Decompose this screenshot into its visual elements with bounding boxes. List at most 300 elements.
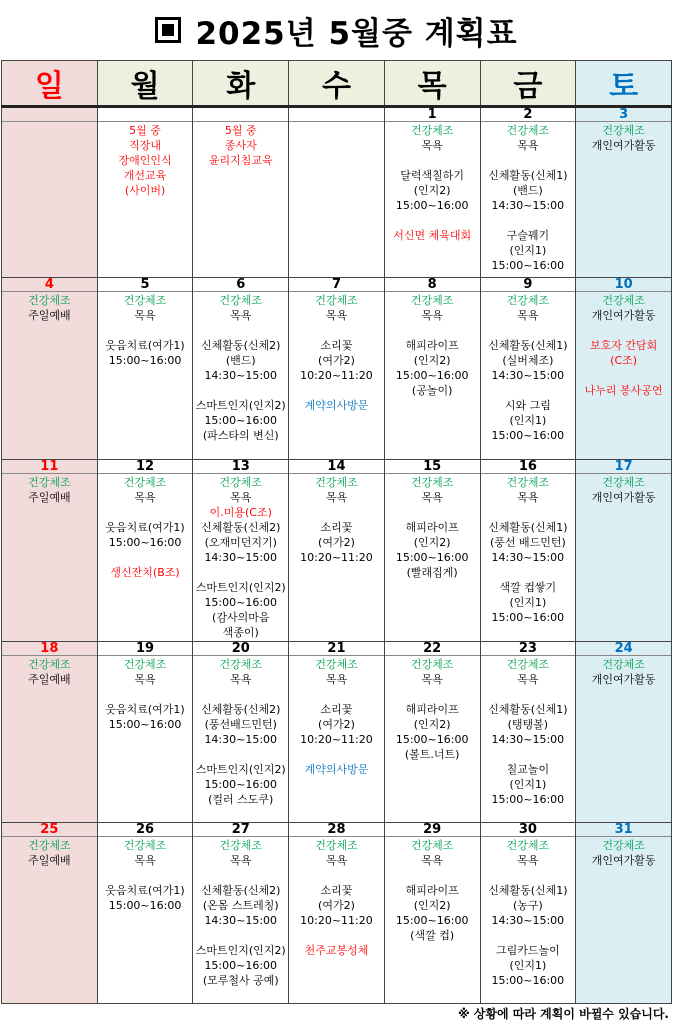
schedule-item: 해피라이프 (405, 520, 459, 534)
schedule-item: 소리꽃 (320, 339, 353, 353)
schedule-item: 10:20~11:20 (300, 550, 373, 564)
schedule-item (289, 747, 384, 762)
weekday-wednesday: 수 (289, 61, 385, 107)
schedule-item (385, 213, 480, 228)
day-number: 11 (2, 460, 97, 474)
day-cell (289, 107, 385, 278)
schedule-item: 15:00~16:00 (491, 429, 565, 443)
schedule-item: (풍선배드민턴) (204, 717, 277, 731)
day-cell (289, 278, 385, 459)
schedule-item: (농구) (512, 898, 543, 912)
schedule-item: 14:30~15:00 (204, 369, 278, 383)
schedule-item: 건강체조 (28, 294, 71, 308)
schedule-item: 윤리지침교육 (208, 154, 273, 168)
day-number: 9 (481, 278, 576, 292)
schedule-item: 건강체조 (506, 657, 550, 671)
schedule-list (2, 122, 97, 123)
schedule-item: 이.미용(C조) (209, 505, 272, 519)
schedule-item: 건강체조 (410, 657, 454, 671)
schedule-list (481, 474, 576, 625)
day-number (289, 108, 384, 122)
schedule-item: (빨래집게) (406, 565, 458, 579)
day-cell (384, 641, 480, 822)
day-number: 30 (481, 823, 576, 837)
schedule-item: 건강체조 (315, 657, 358, 671)
day-cell (576, 641, 672, 822)
schedule-item: 나누리 봉사공연 (584, 384, 663, 398)
schedule-item: 15:00~16:00 (491, 973, 565, 987)
day-number (98, 108, 193, 122)
schedule-item: 목욕 (230, 853, 252, 867)
schedule-item: 건강체조 (123, 294, 167, 308)
schedule-item: 개선교육 (123, 169, 167, 183)
schedule-item: (여가2) (318, 535, 355, 549)
schedule-item: 목욕 (421, 309, 443, 323)
schedule-item: 건강체조 (315, 294, 358, 308)
schedule-item: 주일예배 (28, 490, 71, 504)
day-number: 29 (385, 823, 480, 837)
schedule-list (481, 292, 576, 443)
schedule-item: (여가2) (318, 717, 355, 731)
schedule-item: (인지2) (413, 898, 451, 912)
schedule-item: (인지2) (413, 354, 451, 368)
weekday-friday: 금 (480, 61, 576, 107)
schedule-item: 목욕 (421, 853, 443, 867)
schedule-item (98, 868, 193, 883)
schedule-item: 15:00~16:00 (108, 717, 182, 731)
schedule-item: 15:00~16:00 (491, 259, 565, 273)
schedule-item: (온몸 스트레칭) (202, 898, 279, 912)
schedule-item: 신체활동(신체2) (201, 520, 281, 534)
day-cell (480, 459, 576, 641)
schedule-item: 신체활동(신체1) (488, 169, 568, 183)
schedule-list (289, 656, 384, 777)
schedule-item (289, 687, 384, 702)
schedule-item: 개인여가활동 (591, 139, 656, 153)
schedule-item: (여가2) (318, 354, 355, 368)
day-number: 22 (385, 642, 480, 656)
day-number: 5 (98, 278, 193, 292)
schedule-item: 15:00~16:00 (395, 913, 469, 927)
schedule-item: 건강체조 (506, 838, 550, 852)
day-number: 17 (576, 460, 671, 474)
day-number: 27 (193, 823, 288, 837)
week-row (2, 278, 672, 459)
schedule-item: (C조) (610, 354, 638, 368)
schedule-item: 직장내 (129, 139, 161, 153)
schedule-item: 목욕 (230, 672, 252, 686)
schedule-item: 15:00~16:00 (108, 898, 182, 912)
title-text: 2025년 5월중 계획표 (195, 15, 518, 52)
schedule-item: (인지2) (413, 717, 451, 731)
schedule-item (481, 505, 576, 520)
schedule-item: 14:30~15:00 (491, 732, 565, 746)
schedule-item: 15:00~16:00 (204, 777, 278, 791)
schedule-item (385, 868, 480, 883)
square-bullet-icon (155, 17, 181, 43)
day-cell (576, 278, 672, 459)
schedule-item: 목욕 (421, 672, 443, 686)
weekday-sunday: 일 (2, 61, 98, 107)
schedule-item: 15:00~16:00 (491, 610, 565, 624)
schedule-item (193, 687, 288, 702)
schedule-item: 구슬꿰기 (506, 229, 550, 243)
week-row (2, 641, 672, 822)
schedule-list (576, 122, 671, 153)
day-number: 25 (2, 823, 97, 837)
schedule-list (385, 656, 480, 762)
schedule-item: 목욕 (325, 853, 348, 867)
day-number: 13 (193, 460, 288, 474)
day-cell (384, 822, 480, 1003)
schedule-item (98, 687, 193, 702)
schedule-item: 목욕 (517, 309, 539, 323)
schedule-item: 목욕 (134, 853, 156, 867)
schedule-item: 시와 그림 (504, 399, 551, 413)
schedule-item: 건강체조 (506, 294, 550, 308)
schedule-item: 건강체조 (219, 475, 263, 489)
schedule-item: 계약의사방문 (304, 762, 369, 776)
day-cell (480, 822, 576, 1003)
schedule-item: 15:00~16:00 (395, 369, 469, 383)
schedule-list (481, 656, 576, 807)
schedule-item (289, 868, 384, 883)
schedule-item: 신체활동(신체1) (488, 339, 568, 353)
schedule-item (481, 383, 576, 398)
schedule-item (385, 153, 480, 168)
day-cell (384, 107, 480, 278)
schedule-item: 건강체조 (123, 475, 167, 489)
day-cell (384, 459, 480, 641)
schedule-list (576, 837, 671, 868)
weekday-saturday: 토 (576, 61, 672, 107)
week-row (2, 459, 672, 641)
schedule-list (481, 122, 576, 273)
calendar-table (1, 60, 672, 1004)
schedule-item: (오재미던지기) (204, 535, 277, 549)
schedule-item: 건강체조 (506, 124, 550, 138)
day-cell (97, 459, 193, 641)
schedule-item: 15:00~16:00 (395, 550, 469, 564)
schedule-item: 5월 중 (224, 124, 257, 138)
schedule-item: (색깔 컵) (410, 928, 455, 942)
day-cell (193, 459, 289, 641)
schedule-list (98, 656, 193, 732)
schedule-item: 건강체조 (410, 475, 454, 489)
schedule-item (481, 747, 576, 762)
schedule-item: 웃음치료(여가1) (105, 702, 185, 716)
schedule-item: 스마트인지(인지2) (195, 943, 286, 957)
schedule-item: 건강체조 (219, 657, 263, 671)
schedule-item: (인지2) (413, 535, 451, 549)
schedule-item: 14:30~15:00 (204, 913, 278, 927)
schedule-item: 건강체조 (602, 475, 645, 489)
schedule-item (385, 323, 480, 338)
schedule-list (98, 837, 193, 913)
schedule-item (193, 868, 288, 883)
day-cell (2, 641, 98, 822)
weekday-monday: 월 (97, 61, 193, 107)
schedule-list (385, 837, 480, 943)
schedule-list (193, 656, 288, 807)
day-cell (576, 459, 672, 641)
schedule-item: 건강체조 (123, 838, 167, 852)
schedule-list (2, 292, 97, 323)
day-cell (193, 641, 289, 822)
day-number: 18 (2, 642, 97, 656)
schedule-item: 목욕 (421, 139, 443, 153)
day-number: 28 (289, 823, 384, 837)
schedule-item: 목욕 (517, 672, 539, 686)
schedule-item: (인지1) (509, 595, 547, 609)
schedule-list (2, 474, 97, 505)
schedule-item: 장애인인식 (118, 154, 172, 168)
schedule-list (385, 474, 480, 580)
schedule-item: 건강체조 (602, 124, 645, 138)
schedule-item: 14:30~15:00 (204, 732, 278, 746)
schedule-item: 소리꽃 (320, 520, 353, 534)
day-cell (193, 107, 289, 278)
schedule-list (289, 292, 384, 413)
schedule-list (193, 292, 288, 443)
schedule-item (289, 928, 384, 943)
schedule-item (193, 323, 288, 338)
day-number: 7 (289, 278, 384, 292)
schedule-item: 15:00~16:00 (204, 414, 278, 428)
schedule-item: 건강체조 (123, 657, 167, 671)
schedule-item: 건강체조 (315, 475, 358, 489)
schedule-item: 목욕 (134, 672, 156, 686)
day-number: 24 (576, 642, 671, 656)
day-number: 26 (98, 823, 193, 837)
schedule-item: 보호자 간담회 (589, 339, 658, 353)
schedule-item (481, 928, 576, 943)
day-number (2, 108, 97, 122)
schedule-item: 건강체조 (602, 294, 645, 308)
day-cell (97, 107, 193, 278)
day-cell (384, 278, 480, 459)
day-cell (193, 278, 289, 459)
day-number: 15 (385, 460, 480, 474)
schedule-item: 개인여가활동 (591, 490, 656, 504)
schedule-item: 목욕 (325, 490, 348, 504)
schedule-item (481, 323, 576, 338)
schedule-item: 주일예배 (28, 672, 71, 686)
schedule-item: 소리꽃 (320, 702, 353, 716)
day-number: 1 (385, 108, 480, 122)
schedule-item: 서신면 체육대회 (393, 229, 472, 243)
schedule-list (385, 122, 480, 243)
schedule-list (481, 837, 576, 988)
day-number: 20 (193, 642, 288, 656)
page-title (0, 0, 673, 60)
schedule-item: 14:30~15:00 (491, 369, 565, 383)
day-number: 16 (481, 460, 576, 474)
day-number: 23 (481, 642, 576, 656)
schedule-item: 목욕 (421, 490, 443, 504)
day-number: 4 (2, 278, 97, 292)
week-row (2, 107, 672, 278)
day-cell (193, 822, 289, 1003)
day-number (193, 108, 288, 122)
schedule-list (576, 292, 671, 398)
schedule-item: 생신잔치(B조) (110, 565, 180, 579)
schedule-item: 목욕 (134, 490, 156, 504)
schedule-item: 목욕 (134, 309, 156, 323)
schedule-item (481, 868, 576, 883)
schedule-list (98, 122, 193, 198)
day-number: 14 (289, 460, 384, 474)
schedule-item: 웃음치료(여가1) (105, 339, 185, 353)
schedule-list (289, 122, 384, 123)
day-cell (480, 278, 576, 459)
schedule-item: 주일예배 (28, 853, 71, 867)
schedule-item (193, 747, 288, 762)
schedule-item (576, 368, 671, 383)
day-cell (2, 822, 98, 1003)
schedule-item (289, 323, 384, 338)
schedule-item: 건강체조 (28, 657, 71, 671)
schedule-item (289, 383, 384, 398)
schedule-item (481, 213, 576, 228)
schedule-item: 14:30~15:00 (491, 550, 565, 564)
schedule-item: 15:00~16:00 (204, 595, 278, 609)
day-cell (97, 822, 193, 1003)
day-number: 6 (193, 278, 288, 292)
schedule-item: (인지2) (413, 184, 451, 198)
schedule-item (193, 565, 288, 580)
schedule-item: 목욕 (230, 309, 252, 323)
schedule-item: 건강체조 (219, 294, 263, 308)
schedule-item (576, 323, 671, 338)
schedule-item (385, 687, 480, 702)
day-number: 10 (576, 278, 671, 292)
schedule-item: 10:20~11:20 (300, 369, 373, 383)
schedule-item: 신체활동(신체1) (488, 520, 568, 534)
schedule-item (98, 550, 193, 565)
day-cell (289, 459, 385, 641)
schedule-item: 10:20~11:20 (300, 732, 373, 746)
day-number: 3 (576, 108, 671, 122)
schedule-item: 개인여가활동 (591, 309, 656, 323)
schedule-item (289, 505, 384, 520)
schedule-item: 그림카드놀이 (495, 943, 560, 957)
day-cell (289, 822, 385, 1003)
schedule-item: (풍선 배드민턴) (489, 535, 566, 549)
schedule-list (289, 837, 384, 958)
schedule-list (289, 474, 384, 565)
schedule-item (193, 928, 288, 943)
schedule-item: 14:30~15:00 (491, 199, 565, 213)
schedule-item: 색깔 컵쌓기 (499, 580, 557, 594)
schedule-item (481, 153, 576, 168)
schedule-item (193, 383, 288, 398)
schedule-item: (인지1) (509, 777, 547, 791)
day-number: 8 (385, 278, 480, 292)
schedule-item: 건강체조 (410, 124, 454, 138)
day-number: 19 (98, 642, 193, 656)
schedule-item: (인지1) (509, 958, 547, 972)
schedule-item: 건강체조 (28, 475, 71, 489)
schedule-item: (탱탱볼) (507, 717, 549, 731)
day-cell (97, 278, 193, 459)
schedule-item: 목욕 (517, 490, 539, 504)
schedule-item (98, 323, 193, 338)
schedule-item: 달력색칠하기 (400, 169, 465, 183)
schedule-item: 건강체조 (28, 838, 71, 852)
schedule-item: 스마트인지(인지2) (195, 762, 286, 776)
schedule-list (576, 474, 671, 505)
schedule-item: 15:00~16:00 (108, 535, 182, 549)
schedule-item: 해피라이프 (405, 702, 459, 716)
schedule-item: 15:00~16:00 (204, 958, 278, 972)
schedule-item: 건강체조 (410, 838, 454, 852)
schedule-item: 색종이) (222, 625, 259, 639)
day-cell (576, 107, 672, 278)
schedule-item: 건강체조 (219, 838, 263, 852)
schedule-item: 건강체조 (506, 475, 550, 489)
day-number: 12 (98, 460, 193, 474)
schedule-item: 건강체조 (602, 657, 645, 671)
schedule-item: 5월 중 (129, 124, 161, 138)
day-number: 2 (481, 108, 576, 122)
schedule-list (2, 656, 97, 687)
schedule-item: 스마트인지(인지2) (195, 399, 286, 413)
schedule-item: 주일예배 (28, 309, 71, 323)
schedule-item: (사이버) (124, 184, 166, 198)
day-cell (97, 641, 193, 822)
schedule-list (193, 474, 288, 640)
schedule-item: 스마트인지(인지2) (195, 580, 286, 594)
schedule-item: 10:20~11:20 (300, 913, 373, 927)
schedule-item: (인지1) (509, 414, 547, 428)
schedule-item: (밴드) (225, 354, 256, 368)
day-number: 31 (576, 823, 671, 837)
weekday-tuesday: 화 (193, 61, 289, 107)
schedule-item: 목욕 (517, 139, 539, 153)
schedule-item: 칠교놀이 (506, 762, 550, 776)
day-cell (2, 459, 98, 641)
schedule-item: 15:00~16:00 (491, 792, 565, 806)
weekday-header-row (2, 61, 672, 107)
day-number: 21 (289, 642, 384, 656)
schedule-item: 해피라이프 (405, 339, 459, 353)
schedule-item: (공놀이) (411, 384, 453, 398)
schedule-item: (모루철사 공예) (202, 973, 279, 987)
schedule-item: 신체활동(신체2) (201, 883, 281, 897)
day-cell (289, 641, 385, 822)
schedule-item: (볼트.너트) (404, 747, 460, 761)
schedule-item: 웃음치료(여가1) (105, 883, 185, 897)
schedule-item: 건강체조 (410, 294, 454, 308)
schedule-list (576, 656, 671, 687)
schedule-list (193, 837, 288, 988)
schedule-item: 개인여가활동 (591, 672, 656, 686)
schedule-item: (컬러 스도쿠) (208, 792, 274, 806)
schedule-item: 15:00~16:00 (395, 732, 469, 746)
day-cell (576, 822, 672, 1003)
schedule-list (193, 122, 288, 168)
schedule-item: (인지1) (509, 244, 547, 258)
schedule-item: 신체활동(신체1) (488, 702, 568, 716)
schedule-item: 신체활동(신체2) (201, 702, 281, 716)
schedule-item (98, 505, 193, 520)
schedule-list (98, 292, 193, 368)
weekday-thursday: 목 (384, 61, 480, 107)
schedule-item: (파스타의 변신) (202, 429, 279, 443)
footer-note: ※ 상황에 따라 계획이 바뀔수 있습니다. (458, 1007, 669, 1021)
schedule-item: 14:30~15:00 (491, 913, 565, 927)
